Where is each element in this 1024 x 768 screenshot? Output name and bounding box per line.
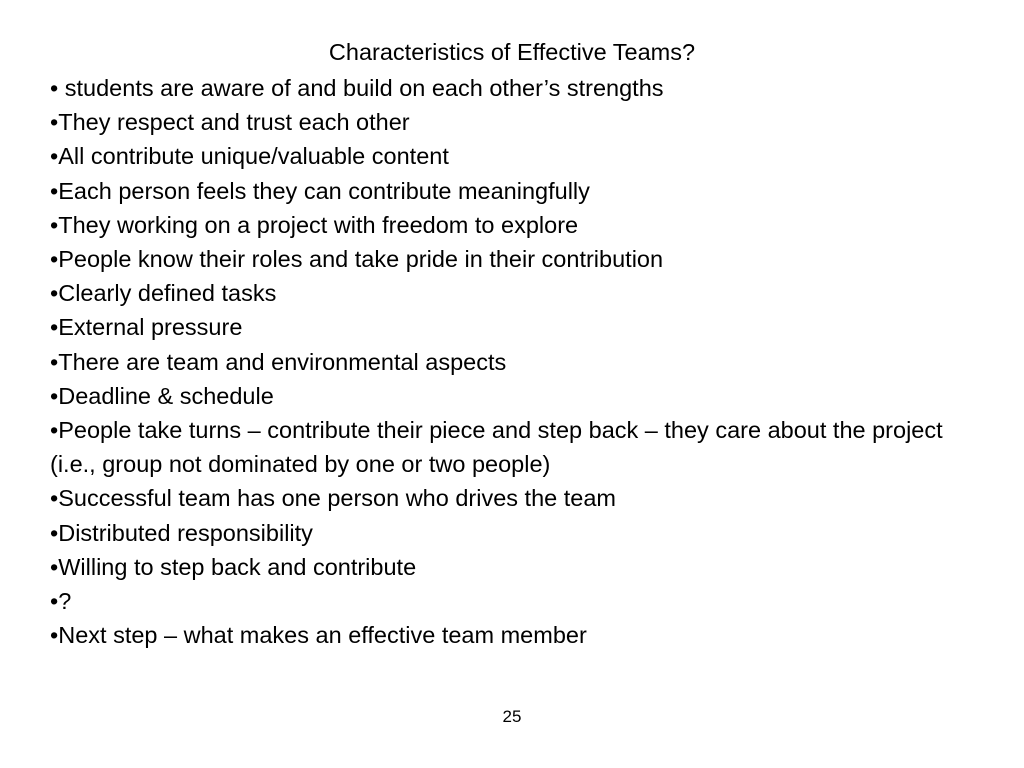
bullet-item: • students are aware of and build on each other’s strengths [50,75,664,101]
bullet-item: •? [50,588,72,615]
bullet-item: •Next step – what makes an effective team member [50,622,587,649]
bullet-item: •External pressure [50,314,243,341]
bullet-item: •All contribute unique/valuable content [50,143,449,170]
page-number: 25 [502,707,522,726]
bullet-item: •Deadline & schedule [50,382,274,409]
bullet-item: •Clearly defined tasks [50,280,277,307]
bullet-item: •People know their roles and take pride in their contribution [50,246,664,273]
bullet-list [50,71,950,652]
bullet-item: •Successful team has one person who drives the team [50,485,616,512]
bullet-item: •They respect and trust each other [50,109,410,136]
bullet-item: •Willing to step back and contribute [50,553,417,580]
bullet-item: •Each person feels they can contribute meaningfully [50,177,590,204]
bullet-item: •People take turns – contribute their piece and step back – they care about the project (i.e., group not dominated by one or two people) [50,417,950,478]
bullet-item: •There are team and environmental aspects [50,348,507,375]
bullet-item: •Distributed responsibility [50,519,313,546]
bullet-item: •They working on a project with freedom to explore [50,211,579,238]
slide-title: Characteristics of Effective Teams? [328,39,696,65]
